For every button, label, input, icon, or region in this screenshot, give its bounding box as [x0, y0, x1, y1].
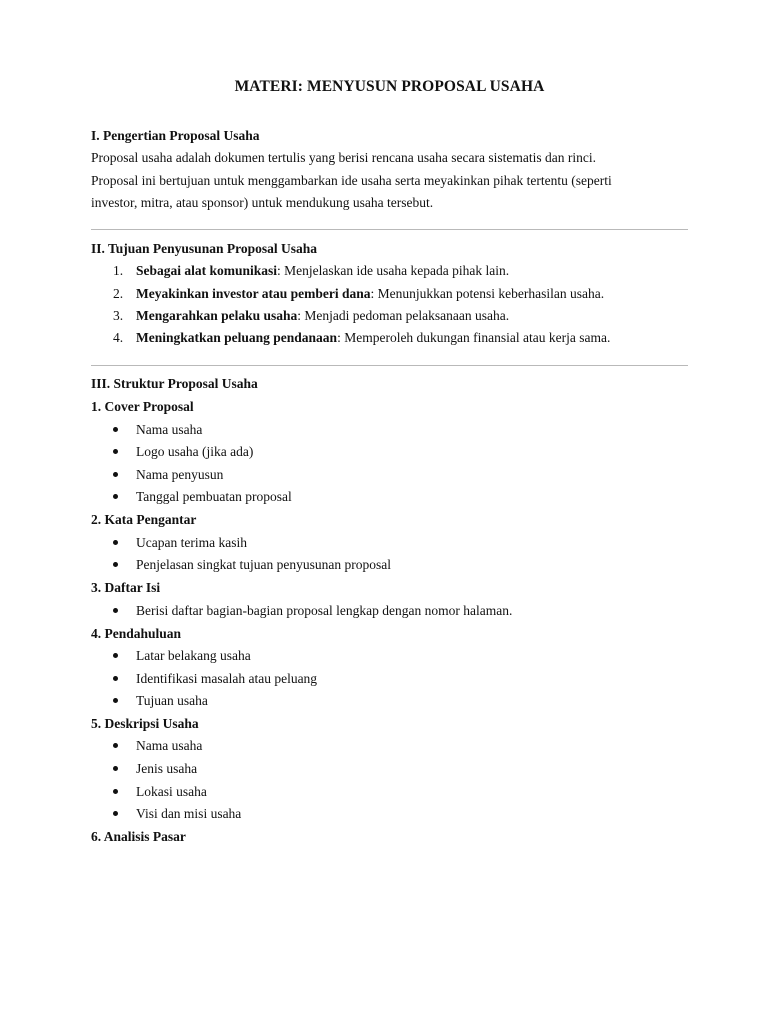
- document-title: MATERI: MENYUSUN PROPOSAL USAHA: [234, 78, 545, 95]
- goal-term: Mengarahkan pelaku usaha: [136, 308, 298, 323]
- bullet-icon: [113, 676, 118, 681]
- section-1-line-3: investor, mitra, atau sponsor) untuk mendukung usaha tersebut.: [91, 195, 434, 210]
- list-item: Latar belakang usaha: [113, 648, 251, 664]
- bullet-icon: [113, 449, 118, 454]
- bullet-icon: [113, 494, 118, 499]
- goal-description: : Memperoleh dukungan finansial atau kerja sama.: [337, 330, 611, 345]
- structure-heading-introduction: 4. Pendahuluan: [91, 626, 182, 641]
- section-2-heading: II. Tujuan Penyusunan Proposal Usaha: [91, 241, 317, 256]
- bullet-icon: [113, 540, 118, 545]
- goal-number: 2.: [113, 286, 124, 301]
- list-item: Nama usaha: [113, 422, 202, 438]
- list-item: Tujuan usaha: [113, 693, 208, 709]
- list-item: Berisi daftar bagian-bagian proposal lengkap dengan nomor halaman.: [113, 603, 512, 619]
- bullet-icon: [113, 811, 118, 816]
- goal-number: 4.: [113, 330, 124, 345]
- goal-item-1: [113, 263, 509, 279]
- bullet-icon: [113, 743, 118, 748]
- divider-1: [91, 229, 688, 230]
- list-item: Lokasi usaha: [113, 784, 207, 800]
- section-1-line-1: Proposal usaha adalah dokumen tertulis yang berisi rencana usaha secara sistematis dan rinci.: [91, 150, 596, 165]
- bullet-icon: [113, 472, 118, 477]
- section-1-line-2: Proposal ini bertujuan untuk menggambarkan ide usaha serta meyakinkan pihak tertentu (seperti: [91, 173, 612, 188]
- bullet-icon: [113, 766, 118, 771]
- structure-heading-toc: 3. Daftar Isi: [91, 580, 161, 595]
- goal-term: Meningkatkan peluang pendanaan: [136, 330, 338, 345]
- section-3-heading: III. Struktur Proposal Usaha: [91, 376, 258, 391]
- bullet-icon: [113, 427, 118, 432]
- bullet-icon: [113, 653, 118, 658]
- goal-number: 1.: [113, 263, 124, 278]
- divider-2: [91, 365, 688, 366]
- goal-description: : Menjadi pedoman pelaksanaan usaha.: [297, 308, 510, 323]
- list-item: Nama penyusun: [113, 467, 223, 483]
- bullet-icon: [113, 789, 118, 794]
- structure-heading-cover: 1. Cover Proposal: [91, 399, 194, 414]
- goal-description: : Menjelaskan ide usaha kepada pihak lain.: [277, 263, 510, 278]
- list-item: Jenis usaha: [113, 761, 197, 777]
- bullet-icon: [113, 608, 118, 613]
- list-item: Tanggal pembuatan proposal: [113, 489, 292, 505]
- goal-item-3: [113, 308, 509, 324]
- structure-heading-market-analysis: 6. Analisis Pasar: [91, 829, 186, 844]
- structure-heading-business-description: 5. Deskripsi Usaha: [91, 716, 199, 731]
- list-item: Visi dan misi usaha: [113, 806, 241, 822]
- goal-number: 3.: [113, 308, 124, 323]
- list-item: Identifikasi masalah atau peluang: [113, 671, 317, 687]
- list-item: Nama usaha: [113, 738, 202, 754]
- section-1-heading: I. Pengertian Proposal Usaha: [91, 128, 260, 143]
- goal-term: Sebagai alat komunikasi: [136, 263, 278, 278]
- goal-description: : Menunjukkan potensi keberhasilan usaha.: [370, 286, 605, 301]
- goal-item-2: [113, 286, 604, 302]
- bullet-icon: [113, 698, 118, 703]
- list-item: Ucapan terima kasih: [113, 535, 247, 551]
- structure-heading-foreword: 2. Kata Pengantar: [91, 512, 197, 527]
- bullet-icon: [113, 562, 118, 567]
- list-item: Penjelasan singkat tujuan penyusunan proposal: [113, 557, 391, 573]
- goal-item-4: [113, 330, 610, 346]
- goal-term: Meyakinkan investor atau pemberi dana: [136, 286, 371, 301]
- list-item: Logo usaha (jika ada): [113, 444, 253, 460]
